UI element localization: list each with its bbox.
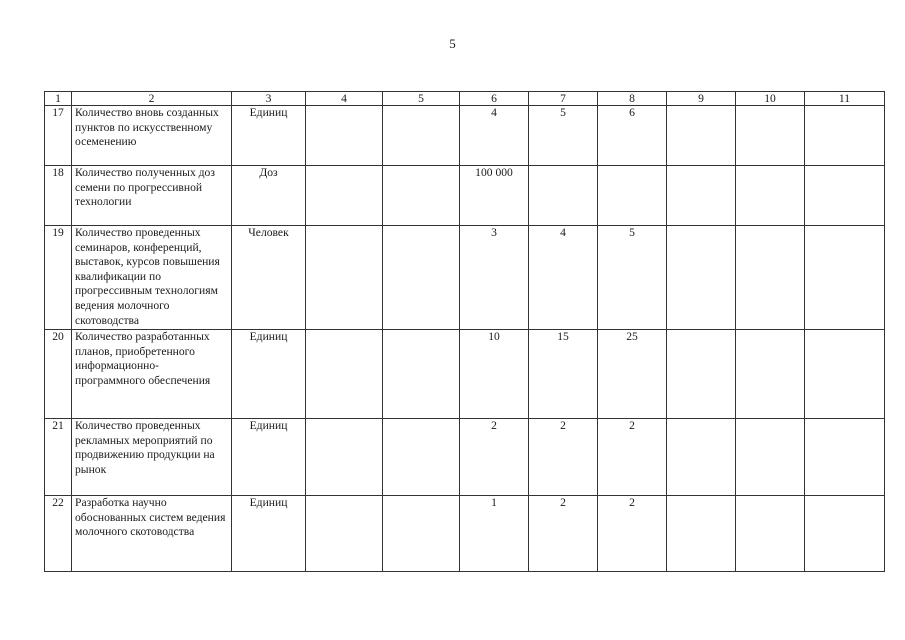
value-cell — [805, 496, 885, 572]
unit-cell: Единиц — [232, 106, 306, 166]
value-cell: 1 — [460, 496, 529, 572]
value-cell — [306, 226, 383, 330]
value-cell — [805, 419, 885, 496]
header-row — [45, 92, 885, 106]
row-number: 20 — [45, 330, 72, 419]
column-header: 5 — [383, 92, 460, 106]
column-header: 11 — [805, 92, 885, 106]
value-cell — [598, 166, 667, 226]
value-cell — [667, 496, 736, 572]
value-cell — [667, 419, 736, 496]
value-cell — [667, 166, 736, 226]
value-cell — [306, 330, 383, 419]
table-row — [45, 419, 885, 496]
value-cell — [383, 330, 460, 419]
value-cell: 5 — [529, 106, 598, 166]
value-cell — [805, 226, 885, 330]
value-cell — [383, 419, 460, 496]
value-cell — [667, 226, 736, 330]
row-number: 17 — [45, 106, 72, 166]
indicator-name: Количество разработанных планов, приобретенного информационно-программного обеспечения — [72, 330, 232, 419]
value-cell — [736, 106, 805, 166]
value-cell — [306, 496, 383, 572]
column-header: 3 — [232, 92, 306, 106]
indicator-name: Количество вновь созданных пунктов по искусственному осеменению — [72, 106, 232, 166]
value-cell — [306, 166, 383, 226]
value-cell — [736, 226, 805, 330]
value-cell: 2 — [598, 496, 667, 572]
value-cell — [736, 330, 805, 419]
value-cell: 4 — [460, 106, 529, 166]
value-cell — [736, 496, 805, 572]
unit-cell: Единиц — [232, 330, 306, 419]
row-number: 22 — [45, 496, 72, 572]
column-header: 4 — [306, 92, 383, 106]
value-cell: 2 — [529, 496, 598, 572]
column-header: 7 — [529, 92, 598, 106]
column-header: 1 — [45, 92, 72, 106]
value-cell — [383, 166, 460, 226]
indicator-name: Разработка научно обоснованных систем ведения молочного скотоводства — [72, 496, 232, 572]
value-cell: 25 — [598, 330, 667, 419]
column-header: 8 — [598, 92, 667, 106]
value-cell: 15 — [529, 330, 598, 419]
table-row — [45, 106, 885, 166]
value-cell — [805, 166, 885, 226]
table-row — [45, 330, 885, 419]
unit-cell: Единиц — [232, 419, 306, 496]
value-cell — [306, 419, 383, 496]
value-cell: 2 — [598, 419, 667, 496]
table-row — [45, 226, 885, 330]
column-header: 10 — [736, 92, 805, 106]
indicator-name: Количество проведенных рекламных мероприятий по продвижению продукции на рынок — [72, 419, 232, 496]
value-cell — [383, 226, 460, 330]
table-row — [45, 496, 885, 572]
column-header: 9 — [667, 92, 736, 106]
value-cell: 3 — [460, 226, 529, 330]
row-number: 18 — [45, 166, 72, 226]
unit-cell: Единиц — [232, 496, 306, 572]
value-cell — [529, 166, 598, 226]
row-number: 21 — [45, 419, 72, 496]
value-cell: 100 000 — [460, 166, 529, 226]
table-row — [45, 166, 885, 226]
row-number: 19 — [45, 226, 72, 330]
value-cell: 2 — [460, 419, 529, 496]
value-cell — [306, 106, 383, 166]
value-cell — [805, 106, 885, 166]
value-cell: 4 — [529, 226, 598, 330]
value-cell — [736, 419, 805, 496]
value-cell — [383, 106, 460, 166]
value-cell: 10 — [460, 330, 529, 419]
value-cell — [383, 496, 460, 572]
indicators-table — [44, 91, 885, 572]
value-cell: 6 — [598, 106, 667, 166]
unit-cell: Человек — [232, 226, 306, 330]
value-cell: 2 — [529, 419, 598, 496]
indicator-name: Количество проведенных семинаров, конференций, выставок, курсов повышения квалификации по прогрессивным технологиям ведения молочного скотоводства — [72, 226, 232, 330]
unit-cell: Доз — [232, 166, 306, 226]
value-cell: 5 — [598, 226, 667, 330]
page-number: 5 — [449, 36, 456, 51]
indicator-name: Количество полученных доз семени по прогрессивной технологии — [72, 166, 232, 226]
value-cell — [667, 106, 736, 166]
value-cell — [805, 330, 885, 419]
column-header: 2 — [72, 92, 232, 106]
value-cell — [736, 166, 805, 226]
value-cell — [667, 330, 736, 419]
column-header: 6 — [460, 92, 529, 106]
